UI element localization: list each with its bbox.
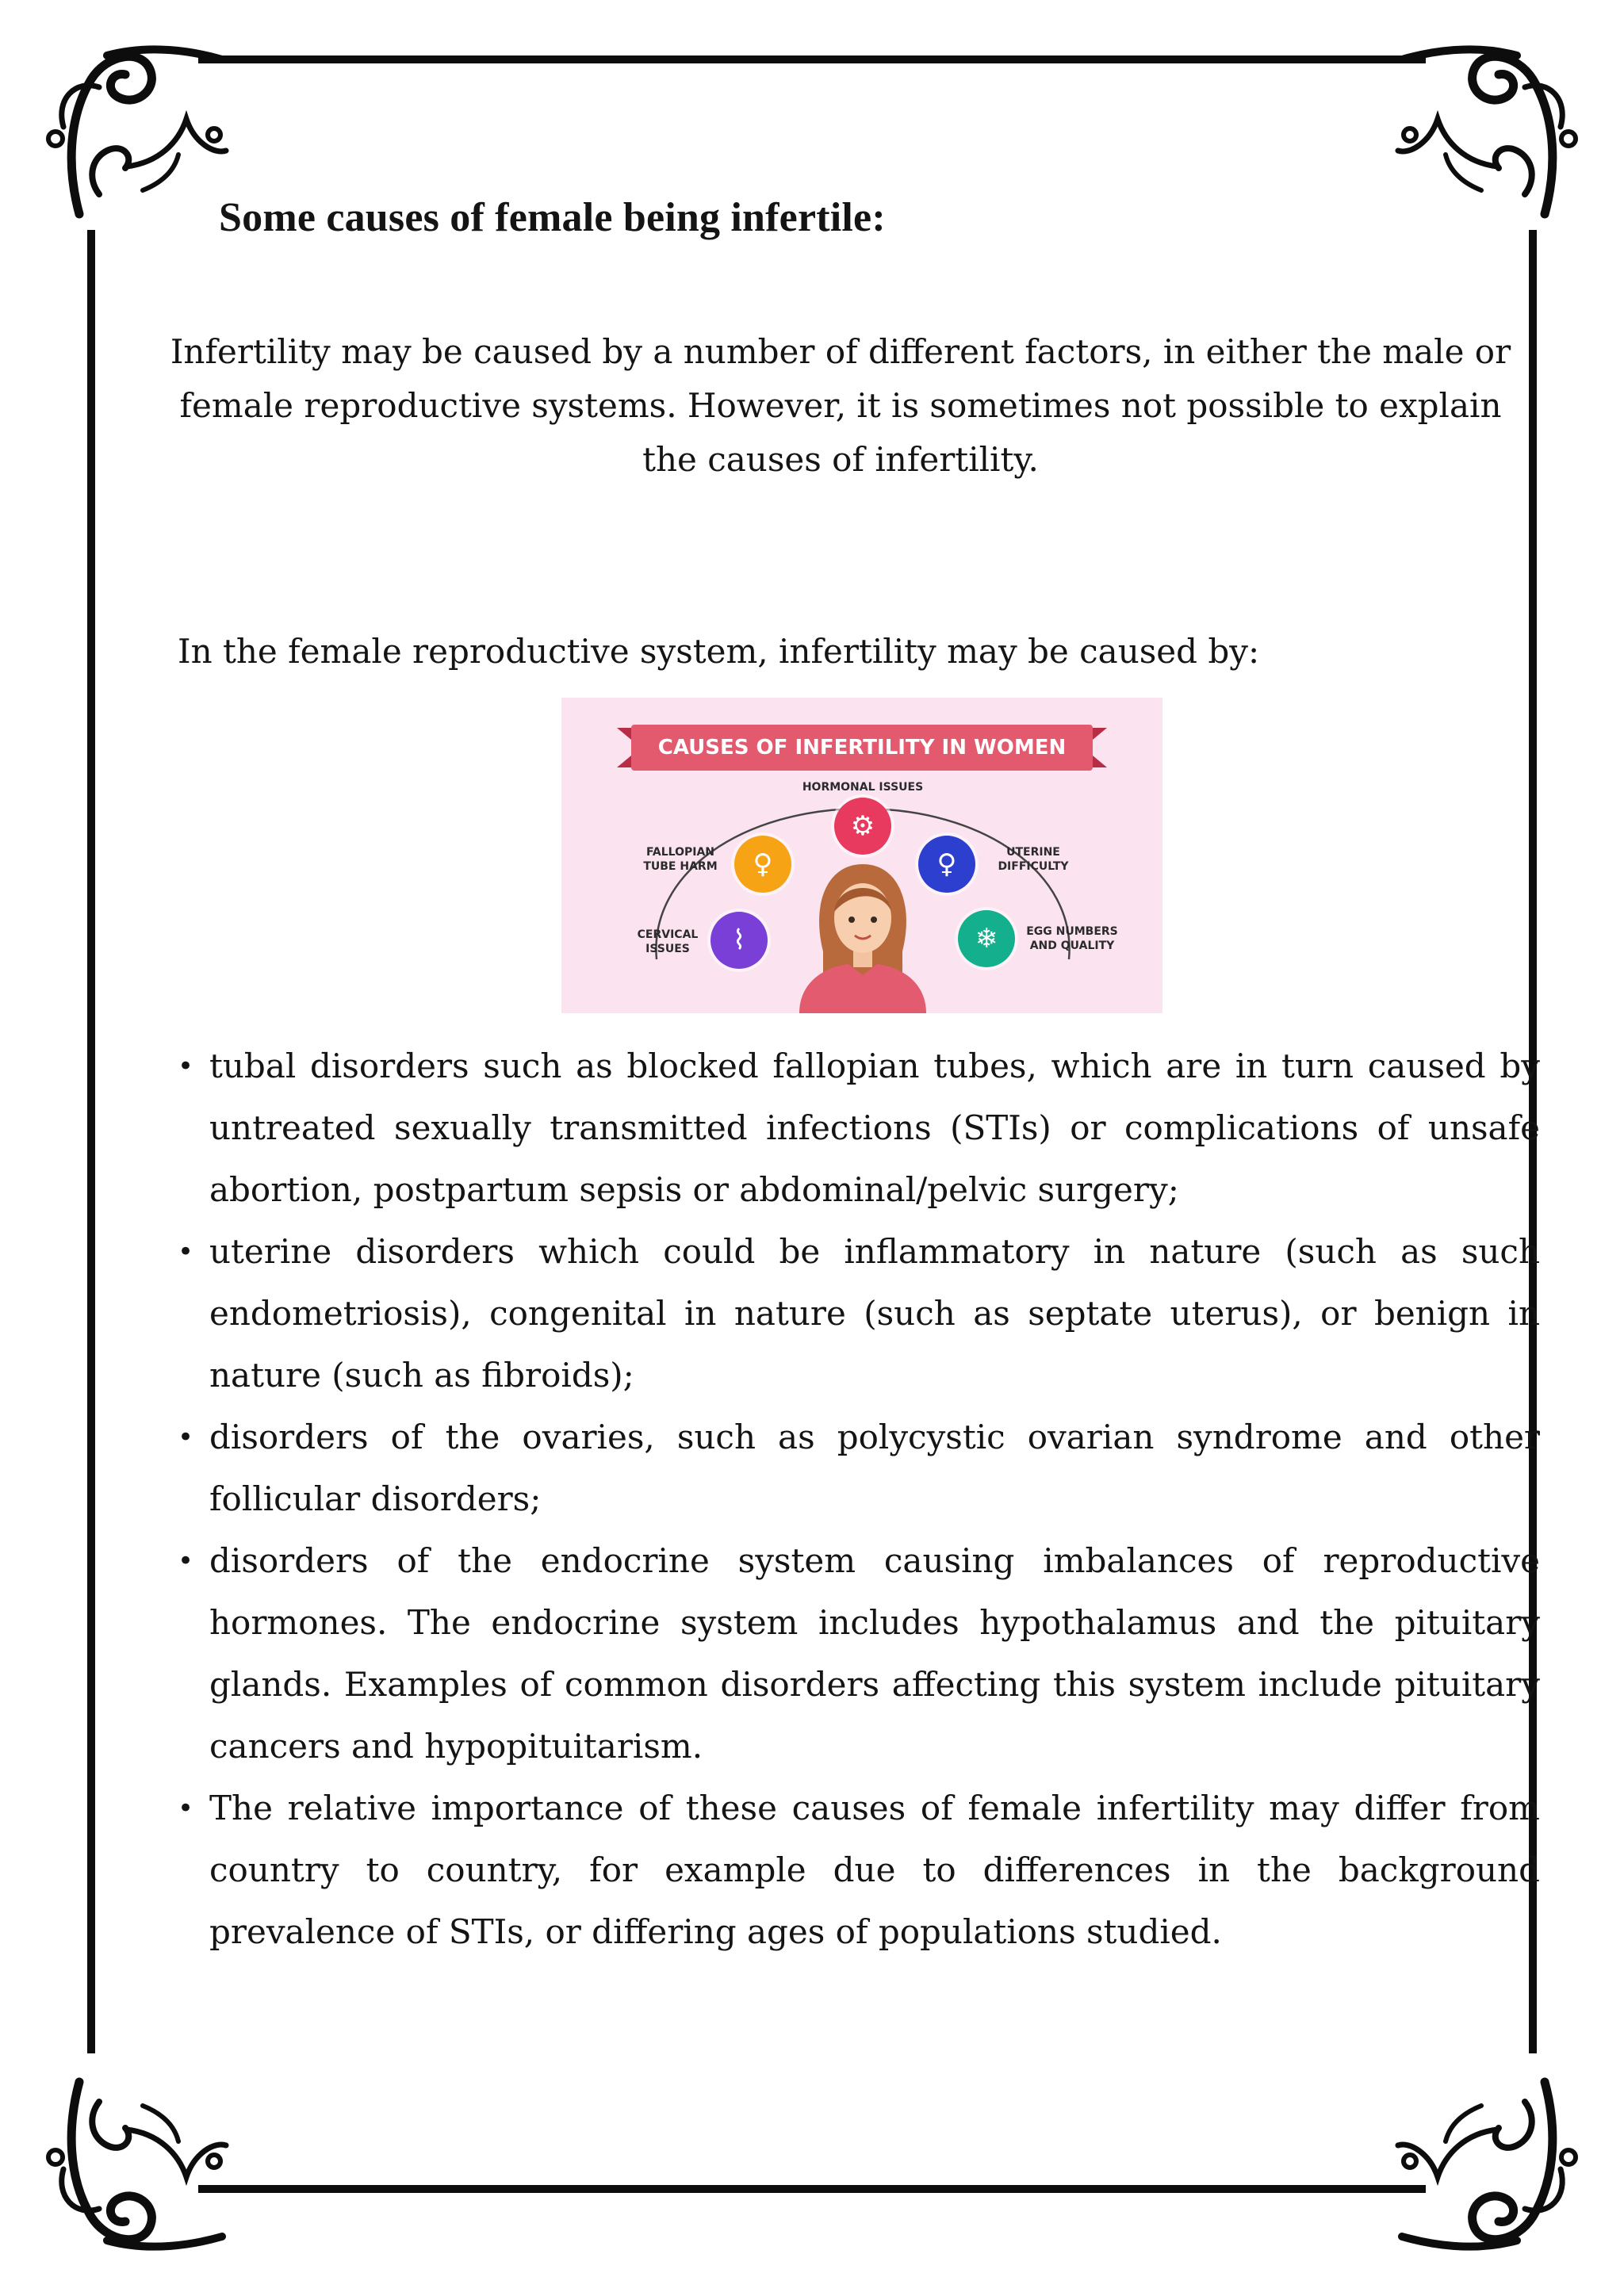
frame-bottom-line [198, 2185, 1426, 2193]
corner-ornament-top-right [1394, 24, 1592, 222]
cervix-icon: ⌇ [710, 912, 768, 969]
label-egg-numbers-quality: EGG NUMBERS AND QUALITY [1026, 925, 1118, 952]
lead-sentence: In the female reproductive system, infertility may be caused by: [178, 632, 1260, 671]
label-cervical-issues: CERVICAL ISSUES [637, 928, 699, 955]
list-item-endocrine-disorders: • disorders of the endocrine system causing imbalances of reproductive hormones. The endocrine system includes hypothalamus and the pituitary glands. Examples of common disorders affecting this system include pituitary cancers and hypopituitarism. [209, 1530, 1540, 1777]
corner-ornament-top-left [32, 24, 230, 222]
infographic-title: CAUSES OF INFERTILITY IN WOMEN [657, 736, 1067, 760]
intro-paragraph: Infertility may be caused by a number of different factors, in either the male or female reproductive systems. However, it is sometimes not possible to explain the causes of infertility. [170, 332, 1511, 479]
list-item-ovarian-disorders: • disorders of the ovaries, such as polycystic ovarian syndrome and other follicular disorders; [209, 1406, 1540, 1530]
list-item-relative-importance: • The relative importance of these causes of female infertility may differ from country to country, for example due to differences in the background prevalence of STIs, or differing ages of populations studied. [209, 1777, 1540, 1963]
label-fallopian-tube-harm: FALLOPIAN TUBE HARM [643, 846, 718, 873]
woman-illustration [799, 856, 926, 1013]
list-item-uterine-disorders: • uterine disorders which could be inflammatory in nature (such as such endometriosis), congenital in nature (such as septate uterus), or benign in nature (such as fibroids); [209, 1221, 1540, 1406]
label-hormonal-issues: HORMONAL ISSUES [802, 781, 924, 794]
fallopian-uterus-icon: ♀ [734, 836, 791, 893]
gears-icon: ⚙ [834, 798, 891, 855]
label-uterine-difficulty: UTERINE DIFFICULTY [998, 846, 1069, 873]
uterus-icon: ♀ [918, 836, 975, 893]
infographic-banner [617, 725, 1107, 771]
snowflake-icon: ❄ [958, 910, 1015, 967]
corner-ornament-bottom-right [1394, 2074, 1592, 2272]
list-item-tubal-disorders: • tubal disorders such as blocked fallopian tubes, which are in turn caused by untreated sexually transmitted infections (STIs) or complications of unsafe abortion, postpartum sepsis or abdominal/pelvic surgery; [209, 1035, 1540, 1221]
frame-left-line [87, 230, 95, 2053]
corner-ornament-bottom-left [32, 2074, 230, 2272]
frame-top-line [198, 55, 1426, 63]
infertility-infographic [561, 698, 1162, 1013]
causes-list [209, 1035, 1540, 1963]
section-heading: Some causes of female being infertile: [219, 195, 886, 240]
